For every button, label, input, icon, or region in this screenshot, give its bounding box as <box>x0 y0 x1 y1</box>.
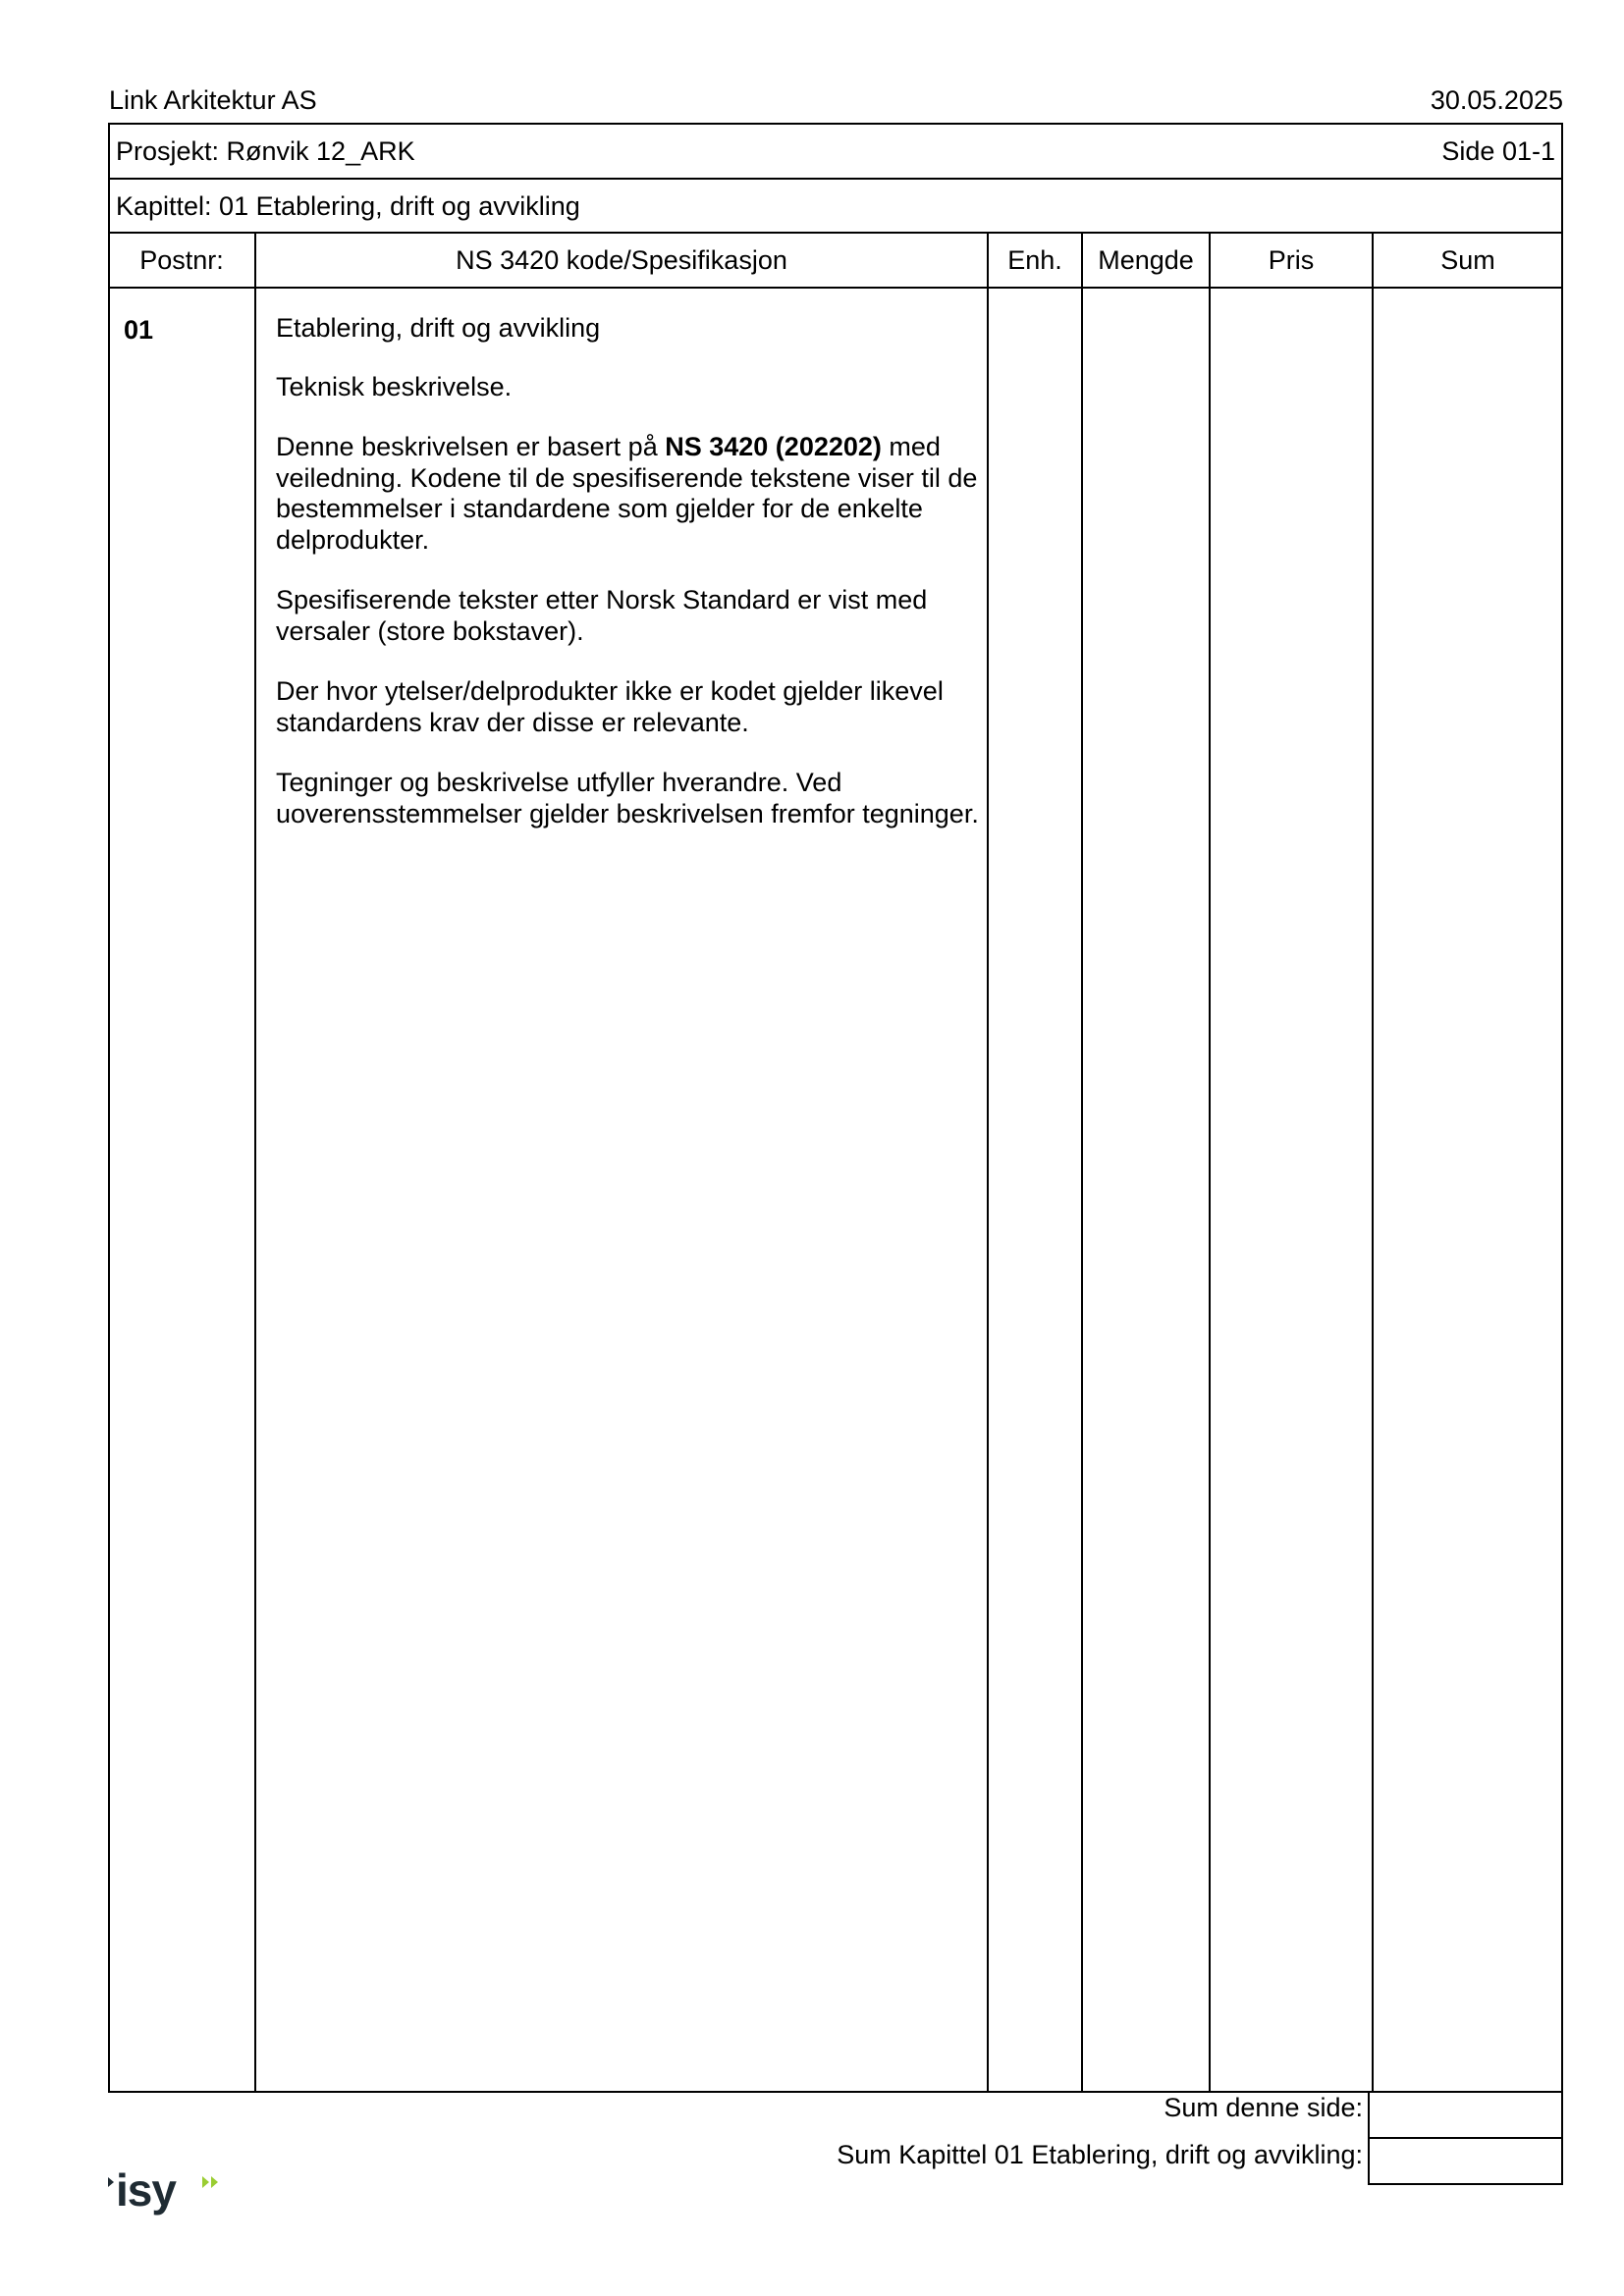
page-sum-value-box <box>1368 2091 1563 2139</box>
column-unit: Enh. <box>1007 244 1062 275</box>
spec-paragraph-2-start: Denne beskrivelsen er basert på <box>276 432 666 461</box>
company-name: Link Arkitektur AS <box>109 85 317 115</box>
spec-paragraph-2-end: med veiledning. Kodene til de spesifiserende tekstene viser til de bestemmelser i standardene som gjelder for de enkelte delprodukter. <box>276 432 978 555</box>
column-quantity: Mengde <box>1098 244 1194 275</box>
divider-quantity <box>1209 232 1211 2093</box>
divider-price <box>1372 232 1374 2093</box>
column-postnr: Postnr: <box>139 244 224 275</box>
column-price: Pris <box>1268 244 1315 275</box>
page-number: Side 01-1 <box>1441 136 1555 166</box>
document-date: 30.05.2025 <box>1430 85 1563 115</box>
spec-paragraph-2 <box>276 432 988 556</box>
spec-paragraph-4: Der hvor ytelser/delprodukter ikke er kodet gjelder likevel standardens krav der disse er relevante. <box>276 676 944 737</box>
item-specification <box>276 313 988 859</box>
isy-logo-text: isy <box>116 2164 176 2216</box>
column-spec: NS 3420 kode/Spesifikasjon <box>456 244 787 275</box>
chapter-label: Kapittel: 01 Etablering, drift og avvikling <box>116 191 580 221</box>
isy-logo-graphic <box>106 2164 234 2223</box>
chapter-sum-label: Sum Kapittel 01 Etablering, drift og avvikling: <box>837 2140 1363 2169</box>
chapter-sum-value-box <box>1368 2137 1563 2185</box>
spec-paragraph-5: Tegninger og beskrivelse utfyller hverandre. Ved uoverensstemmelser gjelder beskrivelsen fremfor tegninger. <box>276 768 979 828</box>
divider-postnr <box>254 232 256 2093</box>
isy-logo <box>106 2164 234 2223</box>
divider-unit <box>1081 232 1083 2093</box>
item-postnr: 01 <box>124 315 154 345</box>
item-title: Etablering, drift og avvikling <box>276 313 601 343</box>
spec-paragraph-1: Teknisk beskrivelse. <box>276 371 513 401</box>
column-sum: Sum <box>1440 244 1495 275</box>
page-sum-label: Sum denne side: <box>1164 2093 1363 2122</box>
standard-reference: NS 3420 (202202) <box>665 432 882 461</box>
spec-paragraph-3: Spesifiserende tekster etter Norsk Standard er vist med versaler (store bokstaver). <box>276 585 928 646</box>
project-label: Prosjekt: Rønvik 12_ARK <box>116 136 415 166</box>
